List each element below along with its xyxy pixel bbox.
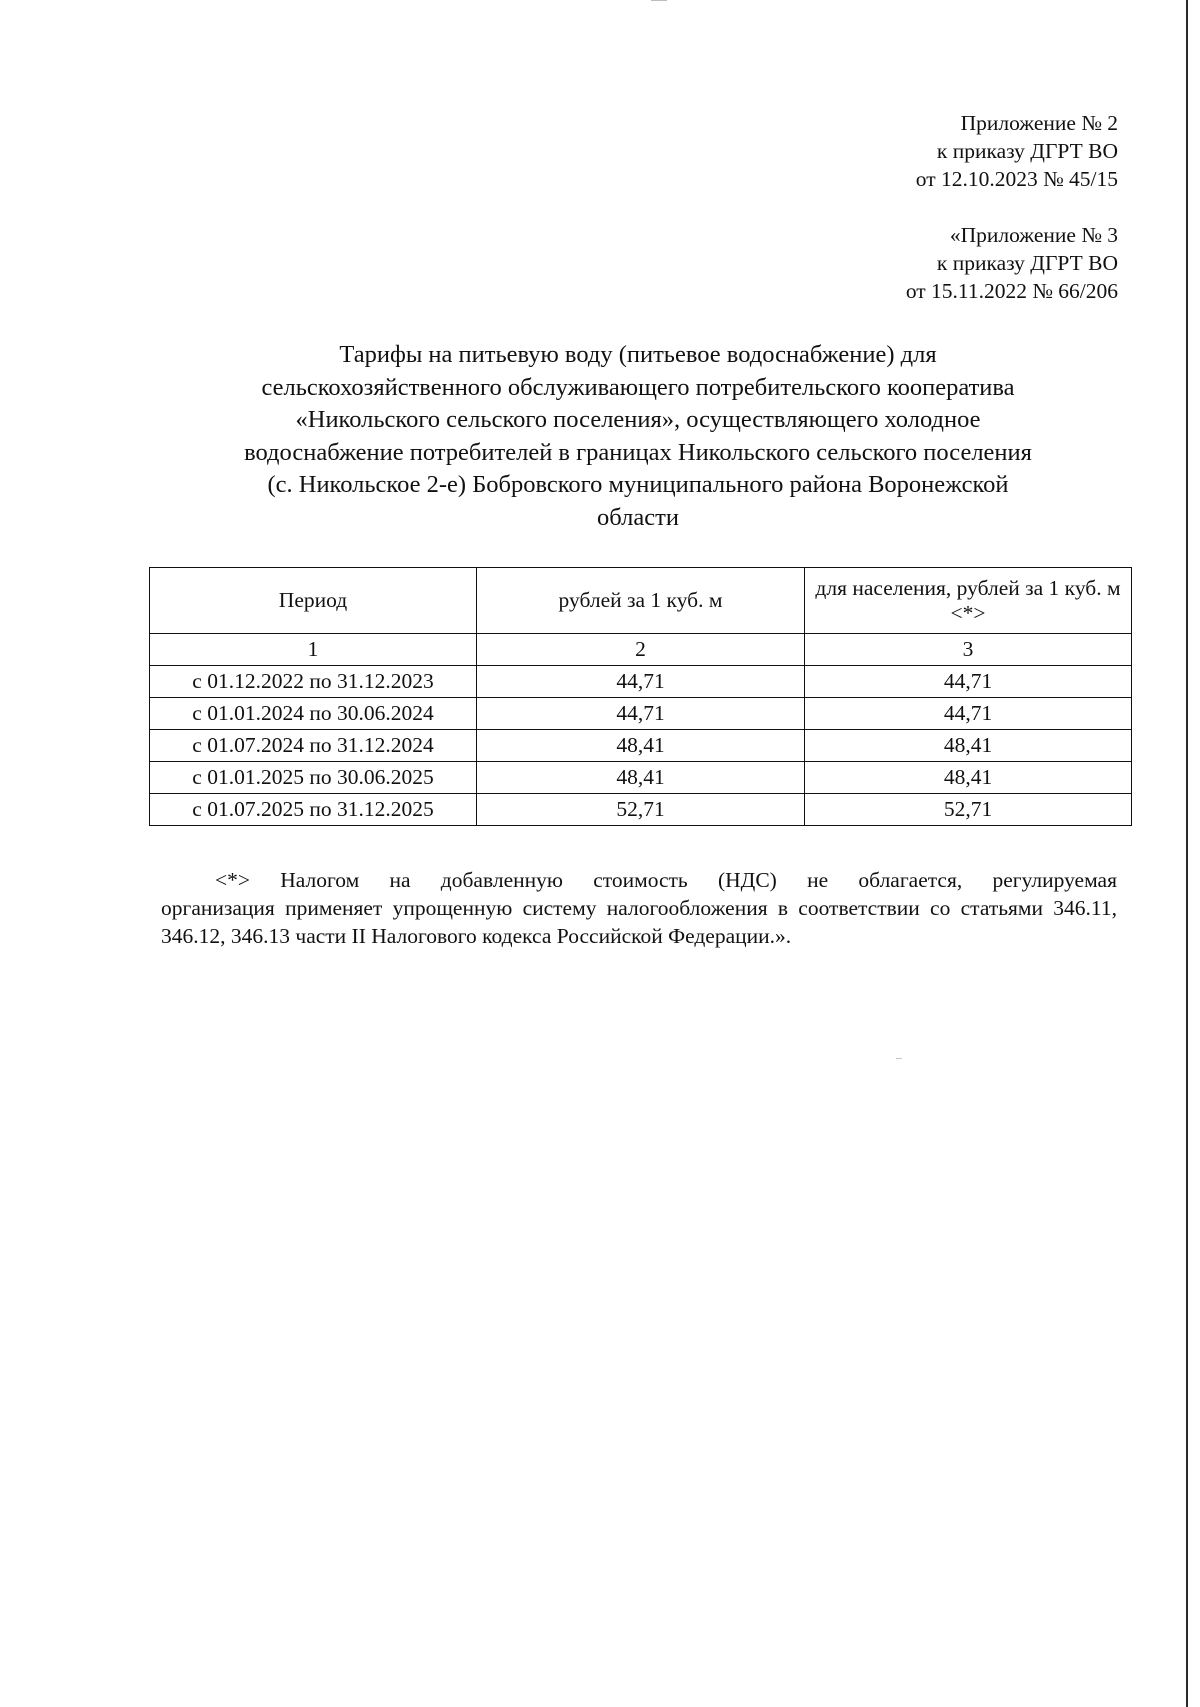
footnote-first-line: <*> Налогом на добавленную стоимость (НДС) не облагается, регулируемая xyxy=(215,868,1117,892)
footnote xyxy=(161,866,1117,950)
period-cell: с 01.01.2025 по 30.06.2025 xyxy=(150,762,477,794)
scan-mark-top xyxy=(651,0,667,1)
title-line: области xyxy=(597,503,679,531)
appendix-order-ref: к приказу ДГРТ ВО xyxy=(936,139,1118,163)
document-title xyxy=(150,339,1126,534)
population-rate-cell: 48,41 xyxy=(805,730,1132,762)
rate-cell: 52,71 xyxy=(477,794,805,826)
tariff-table xyxy=(149,567,1132,826)
scan-mark xyxy=(896,1058,902,1059)
footnote-text: организация применяет упрощенную систему налогообложения в соответствии со статьями 346.11, 346.12, 346.13 части II Налогового кодекса Российской Федерации.». xyxy=(161,896,1117,948)
period-cell: с 01.01.2024 по 30.06.2024 xyxy=(150,698,477,730)
rate-cell: 44,71 xyxy=(477,698,805,730)
period-cell: с 01.07.2025 по 31.12.2025 xyxy=(150,794,477,826)
title-line: сельскохозяйственного обслуживающего потребительского кооператива xyxy=(261,373,1015,401)
title-line: Тарифы на питьевую воду (питьевое водоснабжение) для xyxy=(339,341,937,368)
appendix-header-amended xyxy=(906,221,1118,305)
population-rate-cell: 52,71 xyxy=(805,794,1132,826)
period-cell: с 01.12.2022 по 31.12.2023 xyxy=(150,666,477,698)
table-row xyxy=(150,762,1132,794)
appendix-order-date: от 12.10.2023 № 45/15 xyxy=(915,167,1118,191)
header-rate: рублей за 1 куб. м xyxy=(477,568,805,634)
header-period: Период xyxy=(150,568,477,634)
rate-cell: 44,71 xyxy=(477,666,805,698)
population-rate-cell: 44,71 xyxy=(805,698,1132,730)
table-row xyxy=(150,794,1132,826)
population-rate-cell: 44,71 xyxy=(805,666,1132,698)
appendix-order-date: от 15.11.2022 № 66/206 xyxy=(905,279,1118,303)
appendix-order-ref: к приказу ДГРТ ВО xyxy=(936,251,1118,275)
title-line: водоснабжение потребителей в границах Никольского сельского поселения xyxy=(244,438,1032,466)
column-number: 1 xyxy=(150,634,477,666)
header-rate-population: для населения, рублей за 1 куб. м <*> xyxy=(805,568,1132,634)
rate-cell: 48,41 xyxy=(477,730,805,762)
appendix-number: «Приложение № 3 xyxy=(949,223,1118,247)
population-rate-cell: 48,41 xyxy=(805,762,1132,794)
scan-edge-line xyxy=(1186,0,1188,1707)
rate-cell: 48,41 xyxy=(477,762,805,794)
appendix-header-current xyxy=(916,109,1118,193)
table-row xyxy=(150,698,1132,730)
table-header-row xyxy=(150,568,1132,634)
column-number-row xyxy=(150,634,1132,666)
appendix-number: Приложение № 2 xyxy=(960,111,1118,135)
column-number: 2 xyxy=(477,634,805,666)
table-row xyxy=(150,730,1132,762)
title-line: «Никольского сельского поселения», осуществляющего холодное xyxy=(295,406,981,433)
title-line: (с. Никольское 2-е) Бобровского муниципального района Воронежской xyxy=(267,471,1009,498)
period-cell: с 01.07.2024 по 31.12.2024 xyxy=(150,730,477,762)
column-number: 3 xyxy=(805,634,1132,666)
table-row xyxy=(150,666,1132,698)
